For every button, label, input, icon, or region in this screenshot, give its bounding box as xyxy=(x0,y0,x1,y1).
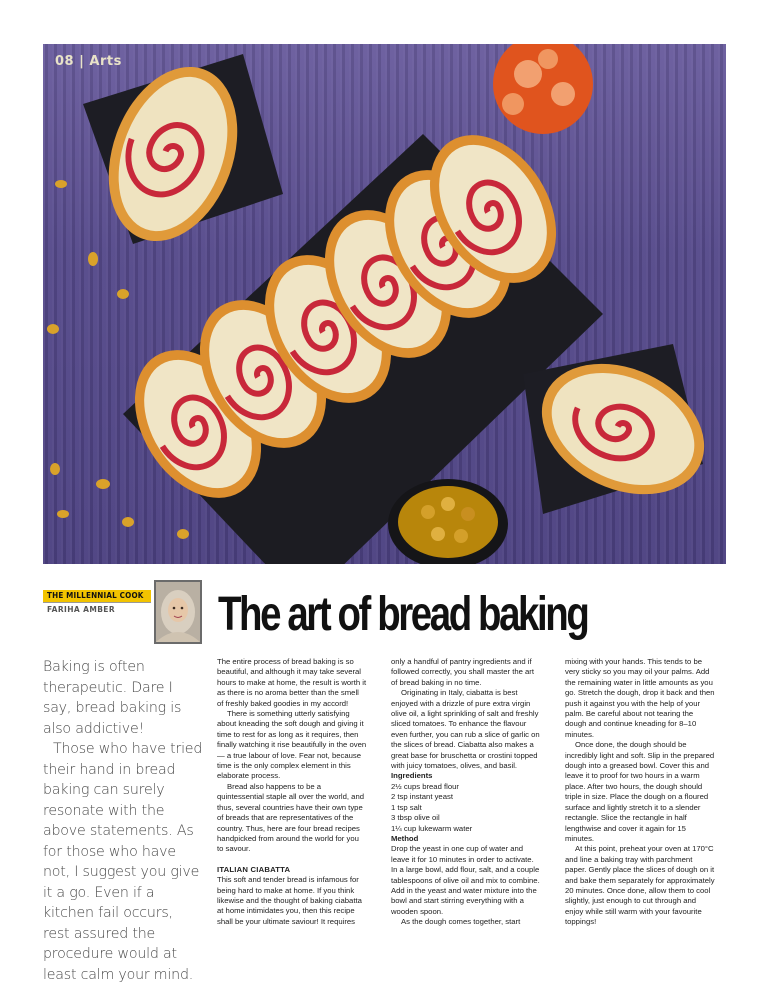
avatar-portrait xyxy=(156,582,200,642)
hero-photo xyxy=(43,44,726,564)
ingredient-item: 1¼ cup lukewarm water xyxy=(391,823,473,833)
ingredient-item: 2 tsp instant yeast xyxy=(391,792,453,802)
intro-paragraph: Baking is often therapeutic. Dare I say, bread baking is also addictive! xyxy=(43,659,182,737)
body-paragraph: Bread also happens to be a quintessential staple all over the world, and thus, several countries have their own type of breads that are representatives of the country. Thus, here are four bread recipes handpicked from around the world for you to savour. xyxy=(217,781,365,854)
method-paragraph: Drop the yeast in one cup of water and leave it for 10 minutes in order to activate. In a large bowl, add flour, salt, and a couple tablespoons of olive oil and mix to combine. Add in the yeast and water mixture into the bowl and start stirring everything with a wooden spoon. xyxy=(391,844,540,916)
body-paragraph: This soft and tender bread is infamous for being hard to make at home. If you think likewise and the thought of baking ciabatta at home intimidates you, then this recipe shall be your ultimate saviour! It requires xyxy=(217,875,362,926)
method-paragraph: mixing with your hands. This tends to be very sticky so you may oil your palms. Add the remaining water in little amounts as you go. Stretch the dough, drop it back and then push it against you with the help of your palm. Be careful about not tearing the dough and continue kneading for 8–10 minutes. xyxy=(565,657,715,739)
bread-illustration xyxy=(43,44,726,564)
method-paragraph: At this point, preheat your oven at 170°C and line a baking tray with parchment paper. Gently place the slices of dough on it and bake them separately for approximately 20 minutes. Once done, allow them to cool slightly, just enough to cut through and enjoy while still warm with your favourite toppings! xyxy=(565,844,715,927)
body-paragraph: The entire process of bread baking is so beautiful, and although it may take several hours to make at home, the result is worth it as there is no aroma better than the smell of freshly baked goodies in my accord! xyxy=(217,657,367,708)
ingredient-item: 1 tsp salt xyxy=(391,802,422,812)
body-column-3 xyxy=(565,657,715,928)
body-paragraph: There is something utterly satisfying about kneading the soft dough and giving it time to rest for as long as it requires, then finally watching it rise beautifully in the oven — a true labour of love. Fear not, because time is the only complex element in this elaborate process. xyxy=(217,709,367,781)
intro-text xyxy=(43,657,203,985)
ingredient-item: 2½ cups bread flour xyxy=(391,781,459,791)
recipe-subhead: ITALIAN CIABATTA xyxy=(217,864,291,874)
ingredients-title: Ingredients xyxy=(391,771,433,781)
body-column-1 xyxy=(217,657,367,927)
author-avatar xyxy=(154,580,202,644)
body-paragraph: Originating in Italy, ciabatta is best enjoyed with a drizzle of pure extra virgin olive oil, a light sprinkling of salt and freshly sliced tomatoes. To enhance the flavour even further, you can rub a slice of garlic on the slices of bread. Ciabatta also makes a great base for bruschetta or crostini topped with juicy tomatoes, olives, and basil. xyxy=(391,688,540,771)
ingredient-item: 3 tbsp olive oil xyxy=(391,813,440,823)
body-column-2 xyxy=(391,657,541,928)
page-label: 08 | Arts xyxy=(55,54,122,69)
method-paragraph: Once done, the dough should be incredibly light and soft. Slip in the prepared dough into a greased bowl. Cover this and leave it to proof for two hours in a warm place. After two hours, the dough should triple in size. Place the dough on a floured surface and lightly stretch it to a slender rectangle. Slice the rectangle in half lengthwise and cover it again for 15 minutes. xyxy=(565,740,715,843)
author-name: FARIHA AMBER xyxy=(47,605,116,614)
method-paragraph: As the dough comes together, start xyxy=(401,917,521,927)
column-kicker: THE MILLENNIAL COOK xyxy=(43,590,151,602)
intro-paragraph: Those who have tried their hand in bread baking can surely resonate with the above statements. As for those who have not, I suggest you give it a go. Even if a kitchen fail occurs, rest assured the procedure would at least calm your mind. xyxy=(43,741,203,983)
body-paragraph: only a handful of pantry ingredients and if followed correctly, you shall master the art of bread baking in no time. xyxy=(391,657,534,687)
method-title: Method xyxy=(391,833,419,843)
flower-decoration xyxy=(493,44,593,134)
byline-divider xyxy=(43,602,151,603)
article-headline: The art of bread baking xyxy=(218,588,588,641)
